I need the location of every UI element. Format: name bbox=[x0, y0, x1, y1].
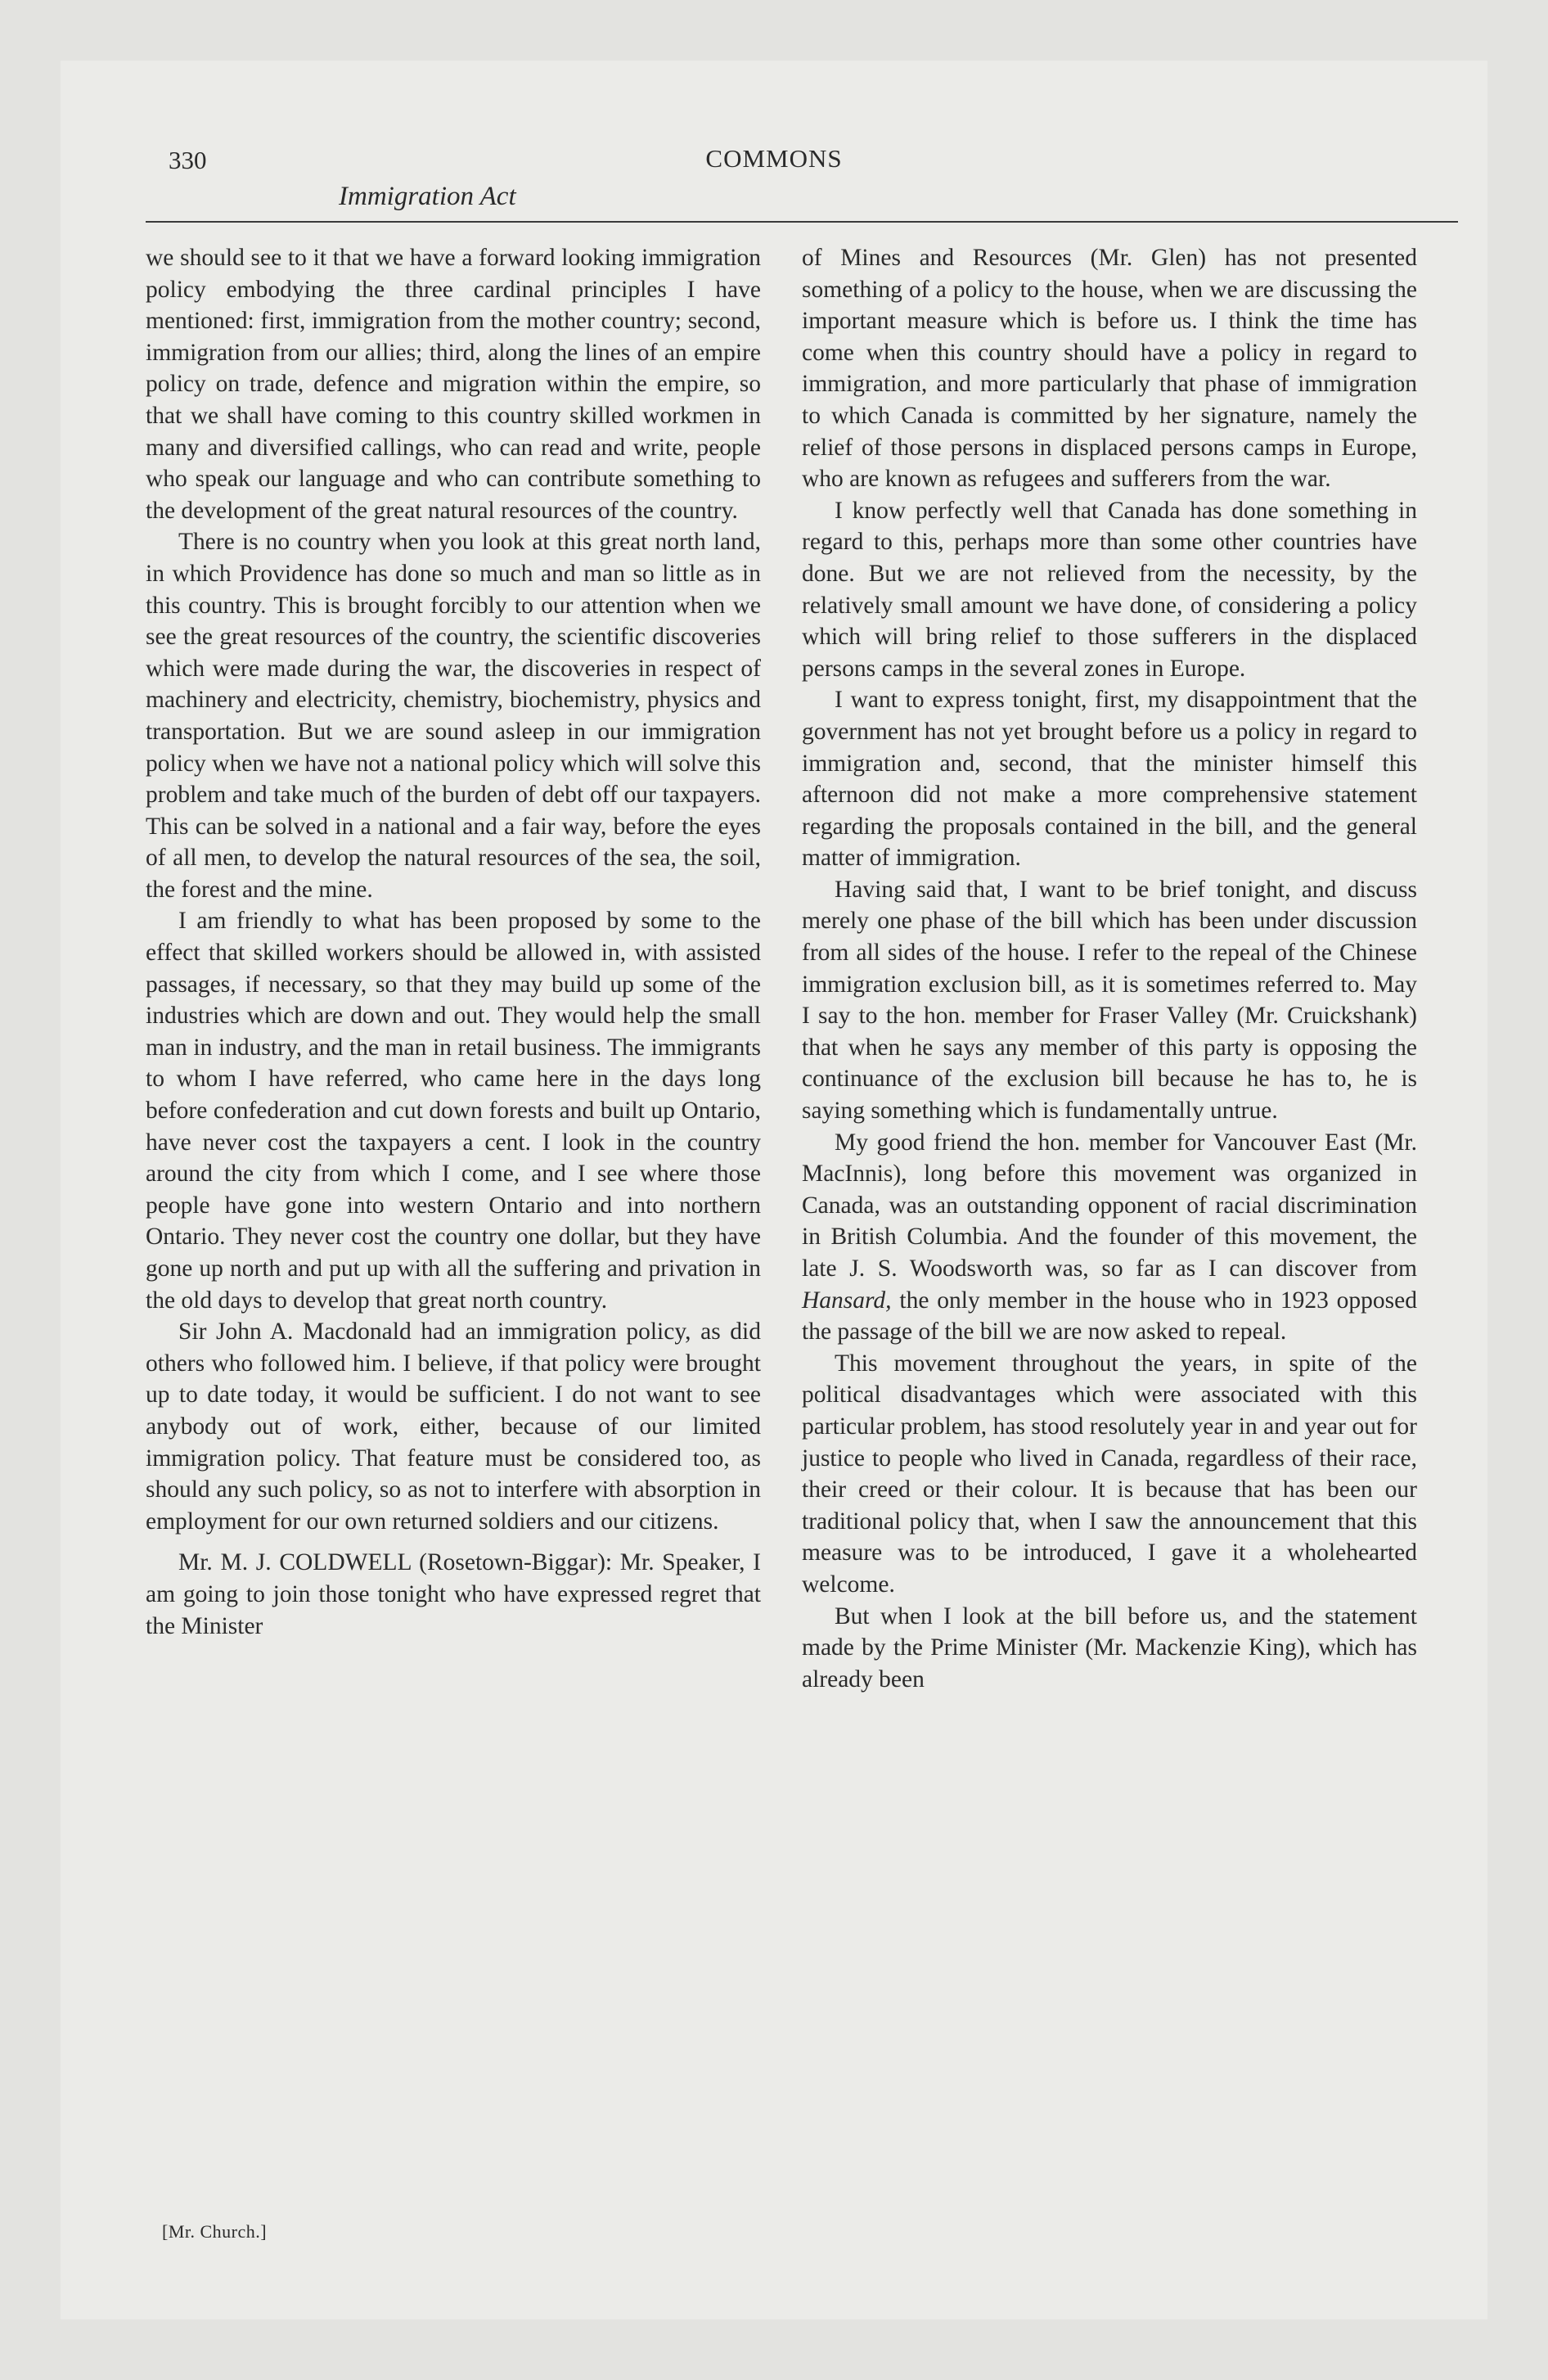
hansard-reference: Hansard, bbox=[802, 1287, 892, 1314]
paragraph: of Mines and Resources (Mr. Glen) has not presented something of a policy to the house, when we are discussing the important measure which is before us. I think the time has come when this country should have a policy in regard to immigration, and more particularly that phase of immigration to which Canada is committed by her signature, namely the relief of those persons in displaced persons camps in Europe, who are known as refugees and sufferers from the war. bbox=[802, 245, 1417, 493]
paragraph: But when I look at the bill before us, and the statement made by the Prime Minister (Mr. Mackenzie King), which has already been bbox=[802, 1602, 1417, 1693]
paragraph: we should see to it that we have a forward looking immigration policy embodying the three cardinal principles I have mentioned: first, immigration from the mother country; second, immigration from our allies; third, along the lines of an empire policy on trade, defence and migration within the empire, so that we shall have coming to this country skilled workmen in many and diversified callings, who can read and write, people who speak our language and who can contribute something to the development of the great natural resources of the country. bbox=[146, 245, 761, 524]
right-column bbox=[802, 242, 1417, 1695]
speaker-paragraph: Mr. M. J. COLDWELL (Rosetown-Biggar): Mr. Speaker, I am going to join those tonight who have expressed regret that the Minister bbox=[146, 1549, 761, 1639]
header-rule bbox=[146, 221, 1458, 223]
paragraph-text: the only member in the house who in 1923 opposed the passage of the bill we are now asked to repeal. bbox=[802, 1287, 1417, 1346]
running-head: COMMONS bbox=[705, 144, 843, 173]
paragraph: Sir John A. Macdonald had an immigration policy, as did others who followed him. I believe, if that policy were brought up to date today, it would be sufficient. I do not want to see anybody out of work, either, because of our limited immigration policy. That feature must be considered too, as should any such policy, so as not to interfere with absorption in employment for our own returned soldiers and our citizens. bbox=[146, 1318, 761, 1535]
paragraph: I want to express tonight, first, my disappointment that the government has not yet brought before us a policy in regard to immigration and, second, that the minister himself this afternoon did not make a more comprehensive statement regarding the proposals contained in the bill, and the general matter of immigration. bbox=[802, 687, 1417, 872]
paragraph: This movement throughout the years, in spite of the political disadvantages which were associated with this particular problem, has stood resolutely year in and year out for justice to people who lived in Canada, regardless of their race, their creed or their colour. It is because that has been our traditional policy that, when I saw the announcement that this measure was to be introduced, I gave it a wholehearted welcome. bbox=[802, 1350, 1417, 1598]
section-title: Immigration Act bbox=[339, 182, 516, 211]
paragraph: I know perfectly well that Canada has done something in regard to this, perhaps more than some other countries have done. But we are not relieved from the necessity, by the relatively small amount we have done, of considering a policy which will bring relief to those sufferers in the displaced persons camps in the several zones in Europe. bbox=[802, 497, 1417, 682]
paragraph: There is no country when you look at this great north land, in which Providence has done so much and man so little as in this country. This is brought forcibly to our attention when we see the great resources of the country, the scientific discoveries which were made during the war, the discoveries in respect of machinery and electricity, chemistry, biochemistry, physics and transportation. But we are sound asleep in our immigration policy when we have not a national policy which will solve this problem and take much of the burden of debt off our taxpayers. This can be solved in a national and a fair way, before the eyes of all men, to develop the natural resources of the sea, the soil, the forest and the mine. bbox=[146, 529, 761, 903]
speaker-footnote: [Mr. Church.] bbox=[162, 2221, 268, 2242]
paragraph bbox=[802, 1127, 1417, 1348]
paragraph: I am friendly to what has been proposed by some to the effect that skilled workers should be allowed in, with assisted passages, if necessary, so that they may build up some of the industries which are down and out. They would help the small man in industry, and the man in retail business. The immigrants to whom I have referred, who came here in the days long before confederation and cut down forests and built up Ontario, have never cost the taxpayers a cent. I look in the country around the city from which I come, and I see where those people have gone into western Ontario and into northern Ontario. They never cost the country one dollar, but they have gone up north and put up with all the suffering and privation in the old days to develop that great north country. bbox=[146, 908, 761, 1314]
paragraph-text: My good friend the hon. member for Vancouver East (Mr. MacInnis), long before this movement was organized in Canada, was an outstanding opponent of racial discrimination in British Columbia. And the founder of this movement, the late J. S. Woodsworth was, so far as I can discover from bbox=[802, 1129, 1417, 1282]
paragraph: Having said that, I want to be brief tonight, and discuss merely one phase of the bill which has been under discussion from all sides of the house. I refer to the repeal of the Chinese immigration exclusion bill, as it is sometimes referred to. May I say to the hon. member for Fraser Valley (Mr. Cruickshank) that when he says any member of this party is opposing the continuance of the exclusion bill because he has to, he is saying something which is fundamentally untrue. bbox=[802, 876, 1417, 1125]
left-column bbox=[146, 242, 761, 1642]
document-page bbox=[61, 61, 1487, 2319]
page-number: 330 bbox=[169, 146, 207, 174]
